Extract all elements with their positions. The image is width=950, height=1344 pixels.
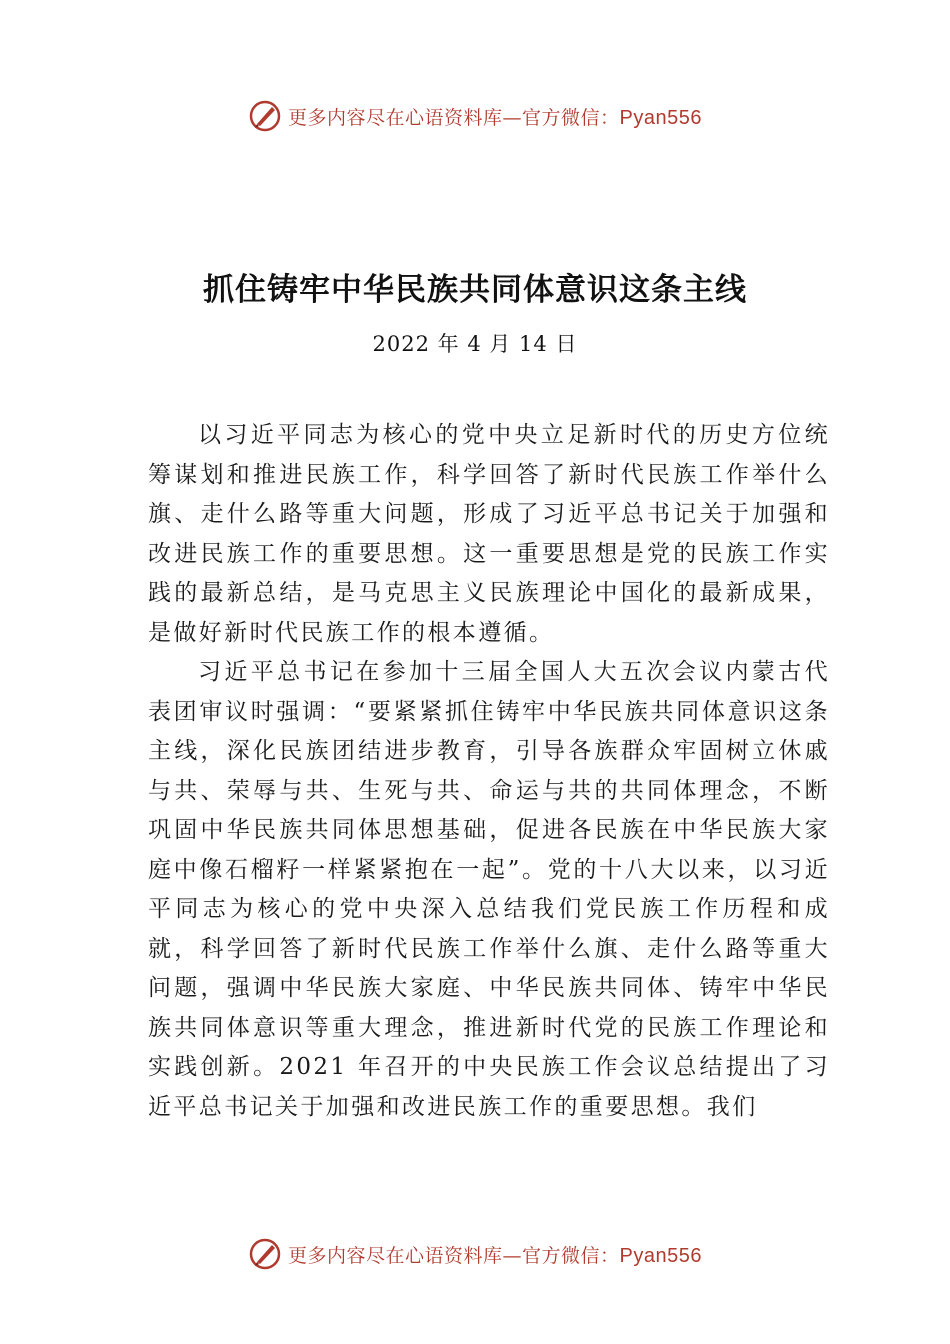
document-date: 2022 年 4 月 14 日 xyxy=(372,332,578,356)
paragraph-1: 以习近平同志为核心的党中央立足新时代的历史方位统筹谋划和推进民族工作，科学回答了新时代民族工作举什么旗、走什么路等重大问题，形成了习近平总书记关于加强和改进民族工作的重要思想。这一重要思想是党的民族工作实践的最新总结，是马克思主义民族理论中国化的最新成果，是做好新时代民族工作的根本遵循。 xyxy=(148,422,830,646)
watermark-text: 更多内容尽在心语资料库—官方微信：Pyan556 xyxy=(288,106,702,129)
wechat-id: Pyan556 xyxy=(619,1244,702,1267)
paragraph-2: 习近平总书记在参加十三届全国人大五次会议内蒙古代表团审议时强调：“要紧紧抓住铸牢中华民族共同体意识这条主线，深化民族团结进步教育，引导各族群众牢固树立休戚与共、荣辱与共、生死与共、命运与共的共同体理念，不断巩固中华民族共同体思想基础，促进各民族在中华民族大家庭中像石榴籽一样紧紧抱在一起”。党的十八大以来，以习近平同志为核心的党中央深入总结我们党民族工作历程和成就，科学回答了新时代民族工作举什么旗、走什么路等重大问题，强调中华民族大家庭、中华民族共同体、铸牢中华民族共同体意识等重大理念，推进新时代党的民族工作理论和实践创新。2021 年召开的中央民族工作会议总结提出了习近平总书记关于加强和改进民族工作的重要思想。我们 xyxy=(148,659,830,1120)
header-watermark xyxy=(0,96,950,136)
quill-pen-logo-icon xyxy=(248,1237,282,1271)
footer-watermark xyxy=(0,1234,950,1274)
quill-pen-logo-icon xyxy=(248,99,282,133)
wechat-id: Pyan556 xyxy=(619,106,702,129)
document-body xyxy=(148,416,830,1127)
document-title: 抓住铸牢中华民族共同体意识这条主线 xyxy=(203,272,747,308)
watermark-text: 更多内容尽在心语资料库—官方微信：Pyan556 xyxy=(288,1244,702,1267)
